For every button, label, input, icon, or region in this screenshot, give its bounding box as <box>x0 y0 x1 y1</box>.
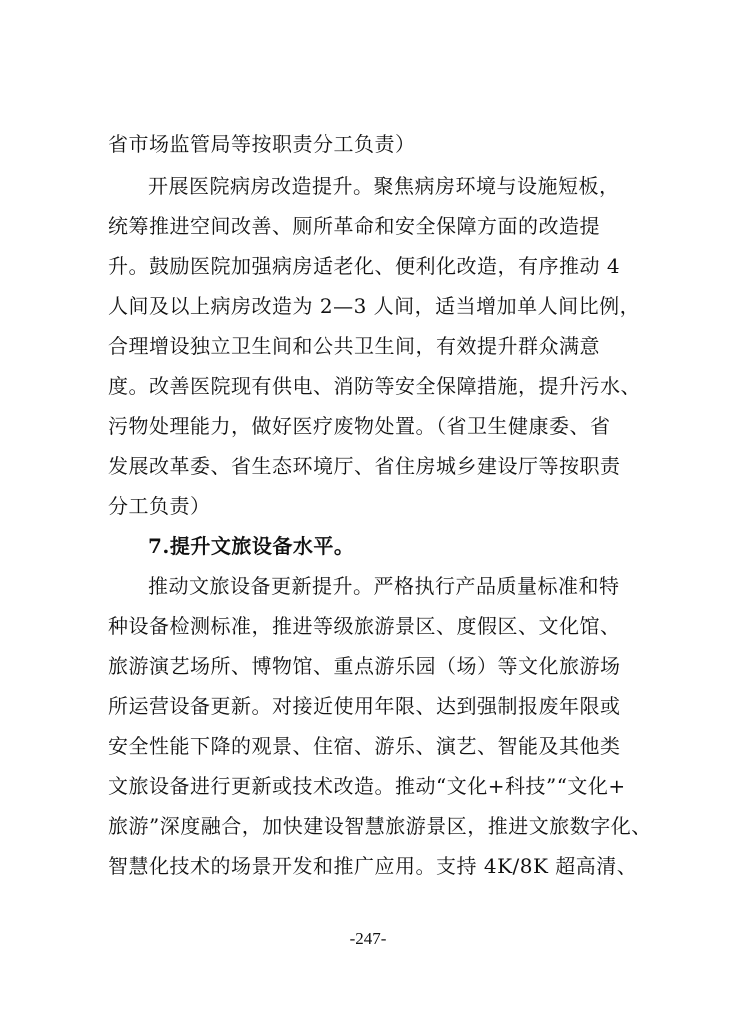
paragraph-1-line-9: 分工负责） <box>108 494 211 518</box>
paragraph-2-line-8: 智慧化技术的场景开发和推广应用。支持 4K/8K 超高清、 <box>108 854 638 878</box>
paragraph-2-line-3: 旅游演艺场所、博物馆、重点游乐园（场）等文化旅游场 <box>108 654 621 678</box>
paragraph-2-line-6: 文旅设备进行更新或技术改造。推动“文化+科技”“文化+ <box>108 774 626 798</box>
paragraph-1-line-7: 污物处理能力，做好医疗废物处置。（省卫生健康委、省 <box>108 414 611 438</box>
paragraph-1-line-4: 人间及以上病房改造为 2—3 人间，适当增加单人间比例， <box>108 294 641 318</box>
paragraph-1-line-3: 升。鼓励医院加强病房适老化、便利化改造，有序推动 4 <box>108 254 621 278</box>
paragraph-1-line-8: 发展改革委、省生态环境厅、省住房城乡建设厅等按职责 <box>108 454 621 478</box>
paragraph-1-line-6: 度。改善医院现有供电、消防等安全保障措施，提升污水、 <box>108 374 641 398</box>
section-heading: 7.提升文旅设备水平。 <box>148 534 355 558</box>
page-number: -247- <box>349 929 387 948</box>
paragraph-2-line-1: 推动文旅设备更新提升。严格执行产品质量标准和特 <box>148 574 620 598</box>
text-line-1: 省市场监管局等按职责分工负责） <box>108 132 416 156</box>
paragraph-2-line-2: 种设备检测标准，推进等级旅游景区、度假区、文化馆、 <box>108 614 621 638</box>
paragraph-1-line-2: 统筹推进空间改善、厕所革命和安全保障方面的改造提 <box>108 214 600 238</box>
paragraph-2-line-5: 安全性能下降的观景、住宿、游乐、演艺、智能及其他类 <box>108 734 621 758</box>
paragraph-1-line-5: 合理增设独立卫生间和公共卫生间，有效提升群众满意 <box>108 334 600 358</box>
paragraph-2-line-4: 所运营设备更新。对接近使用年限、达到强制报废年限或 <box>108 694 621 718</box>
paragraph-2-line-7: 旅游”深度融合，加快建设智慧旅游景区，推进文旅数字化、 <box>108 814 652 838</box>
paragraph-1-line-1: 开展医院病房改造提升。聚焦病房环境与设施短板， <box>148 174 620 198</box>
